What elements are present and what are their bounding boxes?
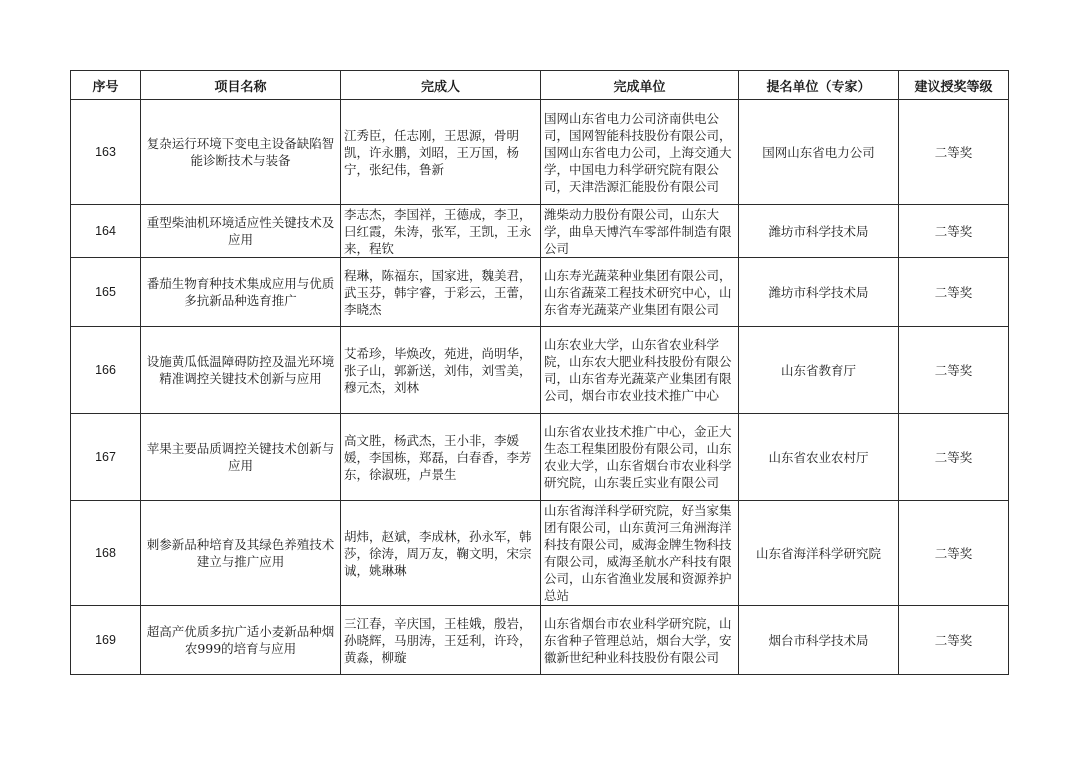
table-row [71, 205, 1009, 258]
table-row [71, 258, 1009, 327]
cell-level: 二等奖 [899, 327, 1009, 414]
cell-project: 苹果主要品质调控关键技术创新与应用 [141, 414, 341, 501]
table-row [71, 414, 1009, 501]
header-level: 建议授奖等级 [899, 71, 1009, 100]
cell-nominator: 潍坊市科学技术局 [739, 205, 899, 258]
cell-no: 168 [71, 501, 141, 606]
cell-people: 胡炜，赵斌，李成林，孙永军，韩莎，徐涛，周万友，鞠文明，宋宗诚，姚琳琳 [341, 501, 541, 606]
header-no: 序号 [71, 71, 141, 100]
cell-units: 山东省农业技术推广中心，金正大生态工程集团股份有限公司，山东农业大学，山东省烟台市农业科学研究院，山东裴丘实业有限公司 [541, 414, 739, 501]
cell-level: 二等奖 [899, 414, 1009, 501]
cell-no: 166 [71, 327, 141, 414]
cell-project: 刺参新品种培育及其绿色养殖技术建立与推广应用 [141, 501, 341, 606]
cell-nominator: 山东省农业农村厅 [739, 414, 899, 501]
cell-units: 山东省海洋科学研究院，好当家集团有限公司，山东黄河三角洲海洋科技有限公司，威海金牌生物科技有限公司，威海圣航水产科技有限公司，山东省渔业发展和资源养护总站 [541, 501, 739, 606]
cell-project: 复杂运行环境下变电主设备缺陷智能诊断技术与装备 [141, 100, 341, 205]
cell-no: 165 [71, 258, 141, 327]
cell-no: 167 [71, 414, 141, 501]
table-row [71, 100, 1009, 205]
cell-no: 164 [71, 205, 141, 258]
header-units: 完成单位 [541, 71, 739, 100]
cell-units: 山东省烟台市农业科学研究院，山东省种子管理总站，烟台大学，安徽新世纪种业科技股份有限公司 [541, 606, 739, 675]
cell-units: 山东寿光蔬菜种业集团有限公司，山东省蔬菜工程技术研究中心，山东省寿光蔬菜产业集团有限公司 [541, 258, 739, 327]
cell-people: 艾希珍，毕焕改，苑进，尚明华，张子山，郭新送，刘伟，刘雪美，穆元杰，刘林 [341, 327, 541, 414]
cell-nominator: 国网山东省电力公司 [739, 100, 899, 205]
cell-nominator: 潍坊市科学技术局 [739, 258, 899, 327]
cell-people: 三江春，辛庆国，王桂娥，殷岩，孙晓辉，马朋涛，王廷利，许玲，黄淼，柳璇 [341, 606, 541, 675]
cell-people: 程琳，陈福东，国家进，魏美君，武玉芬，韩宇睿，于彩云，王蕾，李晓杰 [341, 258, 541, 327]
cell-units: 国网山东省电力公司济南供电公司，国网智能科技股份有限公司，国网山东省电力公司，上海交通大学，中国电力科学研究院有限公司，天津浩源汇能股份有限公司 [541, 100, 739, 205]
cell-project: 超高产优质多抗广适小麦新品种烟农999的培育与应用 [141, 606, 341, 675]
table-header-row [71, 71, 1009, 100]
cell-level: 二等奖 [899, 258, 1009, 327]
cell-nominator: 山东省海洋科学研究院 [739, 501, 899, 606]
cell-level: 二等奖 [899, 501, 1009, 606]
cell-no: 169 [71, 606, 141, 675]
cell-level: 二等奖 [899, 100, 1009, 205]
cell-people: 江秀臣，任志刚，王思源，骨明凯，许永鹏，刘昭，王万国，杨宁，张纪伟，鲁新 [341, 100, 541, 205]
cell-nominator: 山东省教育厅 [739, 327, 899, 414]
cell-project: 番茄生物育种技术集成应用与优质多抗新品种选育推广 [141, 258, 341, 327]
cell-level: 二等奖 [899, 606, 1009, 675]
table-row [71, 327, 1009, 414]
cell-people: 李志杰，李国祥，王德成，李卫，曰红霞，朱涛，张军，王凯，王永来，程钦 [341, 205, 541, 258]
cell-no: 163 [71, 100, 141, 205]
cell-project: 设施黄瓜低温障碍防控及温光环境精准调控关键技术创新与应用 [141, 327, 341, 414]
cell-units: 山东农业大学，山东省农业科学院，山东农大肥业科技股份有限公司，山东省寿光蔬菜产业集团有限公司，烟台市农业技术推广中心 [541, 327, 739, 414]
cell-units: 潍柴动力股份有限公司，山东大学，曲阜天博汽车零部件制造有限公司 [541, 205, 739, 258]
header-nominator: 提名单位（专家） [739, 71, 899, 100]
header-project: 项目名称 [141, 71, 341, 100]
table-row [71, 606, 1009, 675]
cell-people: 高文胜，杨武杰，王小非，李媛媛，李国栋，郑磊，白春香，李芳东，徐淑班，卢景生 [341, 414, 541, 501]
awards-table [70, 70, 1009, 675]
table-row [71, 501, 1009, 606]
header-people: 完成人 [341, 71, 541, 100]
cell-project: 重型柴油机环境适应性关键技术及应用 [141, 205, 341, 258]
cell-nominator: 烟台市科学技术局 [739, 606, 899, 675]
cell-level: 二等奖 [899, 205, 1009, 258]
